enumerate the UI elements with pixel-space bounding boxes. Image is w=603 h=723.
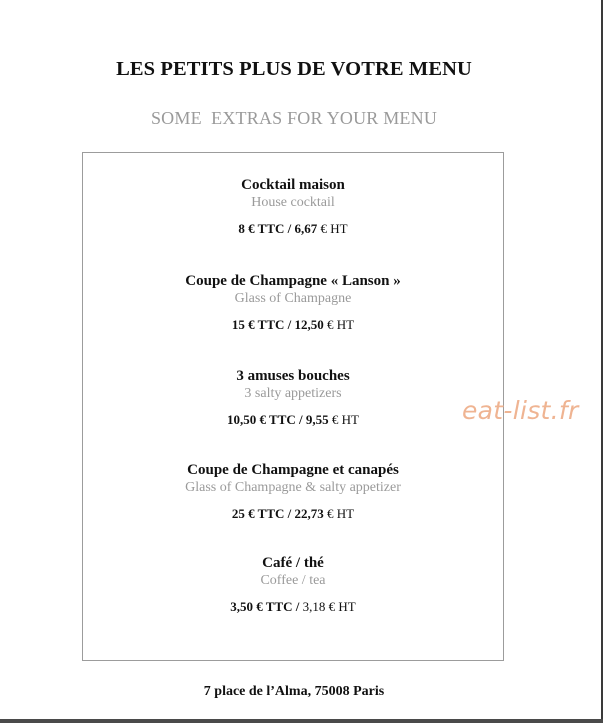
item-name: Coupe de Champagne et canapés bbox=[187, 462, 399, 478]
item-price-ttc: 25 € TTC / 22,73 bbox=[231, 506, 324, 521]
menu-item-cafe-the bbox=[82, 554, 504, 615]
item-price bbox=[82, 599, 504, 615]
item-price bbox=[82, 221, 504, 237]
item-price-ht: € HT bbox=[323, 506, 355, 521]
menu-item-champagne-lanson bbox=[82, 272, 504, 333]
item-name: 3 amuses bouches bbox=[236, 368, 350, 384]
item-price-ttc: 15 € TTC / 12,50 bbox=[231, 317, 324, 332]
menu-item-amuses-bouches bbox=[82, 367, 504, 428]
item-name-english: House cocktail bbox=[251, 195, 335, 210]
item-price-ht: 3,18 € HT bbox=[299, 599, 356, 614]
page-edge-bottom bbox=[0, 719, 603, 723]
item-price-ht: € HT bbox=[328, 412, 359, 427]
item-price-ttc: 10,50 € TTC / 9,55 bbox=[227, 412, 329, 427]
page-title: LES PETITS PLUS DE VOTRE MENU bbox=[116, 58, 472, 80]
item-name-english: Glass of Champagne bbox=[234, 291, 352, 306]
item-price bbox=[82, 412, 504, 428]
restaurant-address: 7 place de l’Alma, 75008 Paris bbox=[203, 684, 385, 699]
item-price-ttc: 8 € TTC / 6,67 bbox=[238, 221, 318, 236]
menu-item-cocktail bbox=[82, 176, 504, 237]
item-price-ht: € HT bbox=[323, 317, 355, 332]
item-price bbox=[82, 317, 504, 333]
item-price-ttc: 3,50 € TTC / bbox=[230, 599, 300, 614]
item-price bbox=[82, 506, 504, 522]
item-name-english: Coffee / tea bbox=[260, 573, 326, 588]
item-name-english: Glass of Champagne & salty appetizer bbox=[185, 480, 401, 495]
menu-item-champagne-canapes bbox=[82, 461, 504, 522]
item-name: Coupe de Champagne « Lanson » bbox=[185, 273, 401, 289]
item-price-ht: € HT bbox=[317, 221, 348, 236]
item-name: Cocktail maison bbox=[241, 177, 345, 193]
page-subtitle: SOME EXTRAS FOR YOUR MENU bbox=[150, 108, 438, 128]
item-name-english: 3 salty appetizers bbox=[244, 386, 342, 401]
watermark: eat-list.fr bbox=[462, 396, 579, 425]
item-name: Café / thé bbox=[262, 555, 324, 571]
